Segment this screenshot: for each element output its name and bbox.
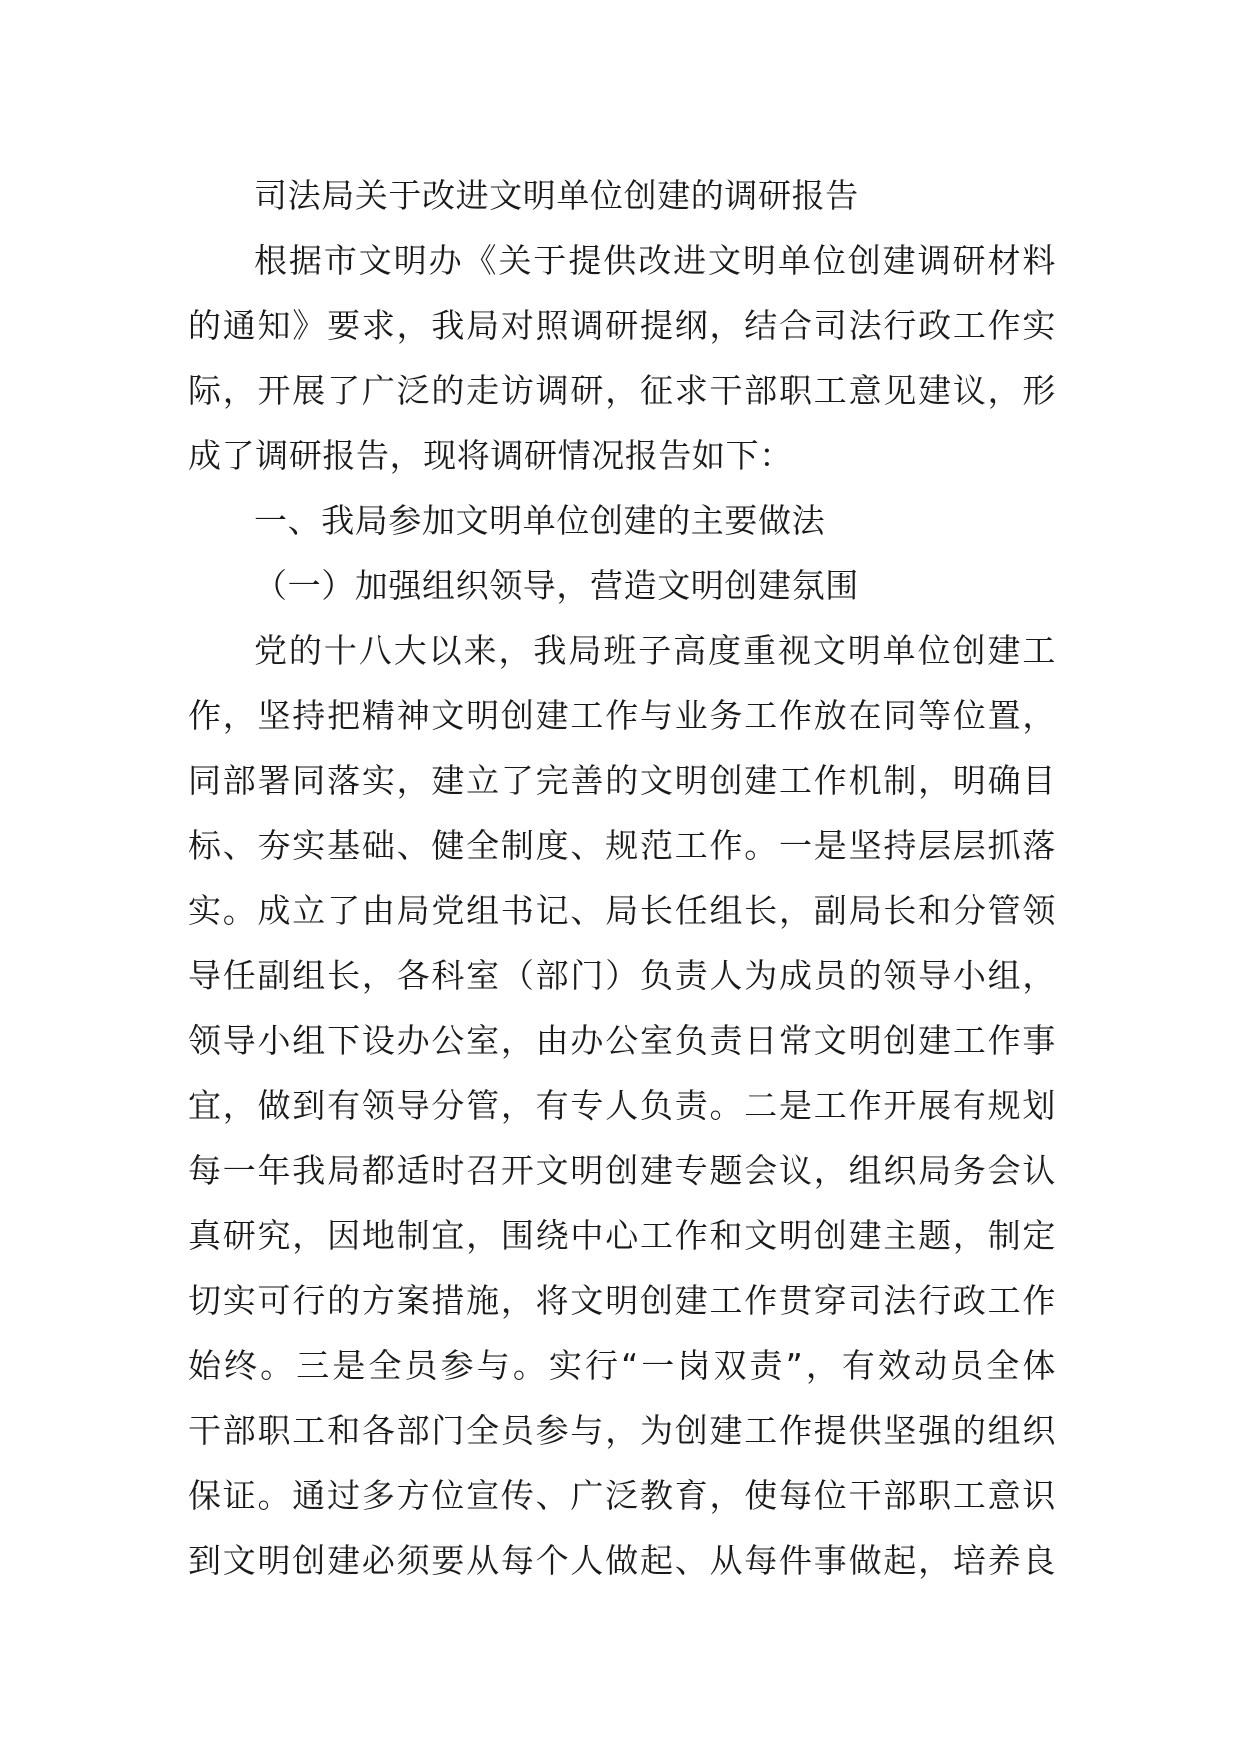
body-line: 作，坚持把精神文明创建工作与业务工作放在同等位置， <box>188 696 1056 735</box>
section-heading: 一、我局参加文明单位创建的主要做法 <box>254 501 826 540</box>
document-title: 司法局关于改进文明单位创建的调研报告 <box>254 176 859 215</box>
body-line: 宜，做到有领导分管，有专人负责。二是工作开展有规划 <box>188 1086 1056 1125</box>
document-body <box>188 163 1056 1593</box>
body-line: 干部职工和各部门全员参与，为创建工作提供坚强的组织 <box>188 1411 1056 1450</box>
body-line: 导任副组长，各科室（部门）负责人为成员的领导小组， <box>188 956 1056 995</box>
subsection-heading: （一）加强组织领导，营造文明创建氛围 <box>254 566 859 605</box>
body-line: 党的十八大以来，我局班子高度重视文明单位创建工 <box>254 631 1056 670</box>
body-line: 真研究，因地制宜，围绕中心工作和文明创建主题，制定 <box>188 1216 1056 1255</box>
intro-line: 的通知》要求，我局对照调研提纲，结合司法行政工作实 <box>188 306 1056 345</box>
body-line: 领导小组下设办公室，由办公室负责日常文明创建工作事 <box>188 1021 1056 1060</box>
body-line: 切实可行的方案措施，将文明创建工作贯穿司法行政工作 <box>188 1281 1056 1320</box>
body-line: 每一年我局都适时召开文明创建专题会议，组织局务会认 <box>188 1151 1056 1190</box>
intro-line: 际，开展了广泛的走访调研，征求干部职工意见建议，形 <box>188 371 1056 410</box>
intro-line: 成了调研报告，现将调研情况报告如下： <box>188 436 793 475</box>
body-line: 保证。通过多方位宣传、广泛教育，使每位干部职工意识 <box>188 1476 1056 1515</box>
body-line: 始终。三是全员参与。实行“一岗双责”，有效动员全体 <box>188 1346 1056 1385</box>
body-line: 标、夯实基础、健全制度、规范工作。一是坚持层层抓落 <box>188 826 1056 865</box>
body-line: 到文明创建必须要从每个人做起、从每件事做起，培养良 <box>188 1541 1056 1580</box>
intro-line: 根据市文明办《关于提供改进文明单位创建调研材料 <box>254 241 1056 280</box>
body-line: 实。成立了由局党组书记、局长任组长，副局长和分管领 <box>188 891 1056 930</box>
body-line: 同部署同落实，建立了完善的文明创建工作机制，明确目 <box>188 761 1056 800</box>
